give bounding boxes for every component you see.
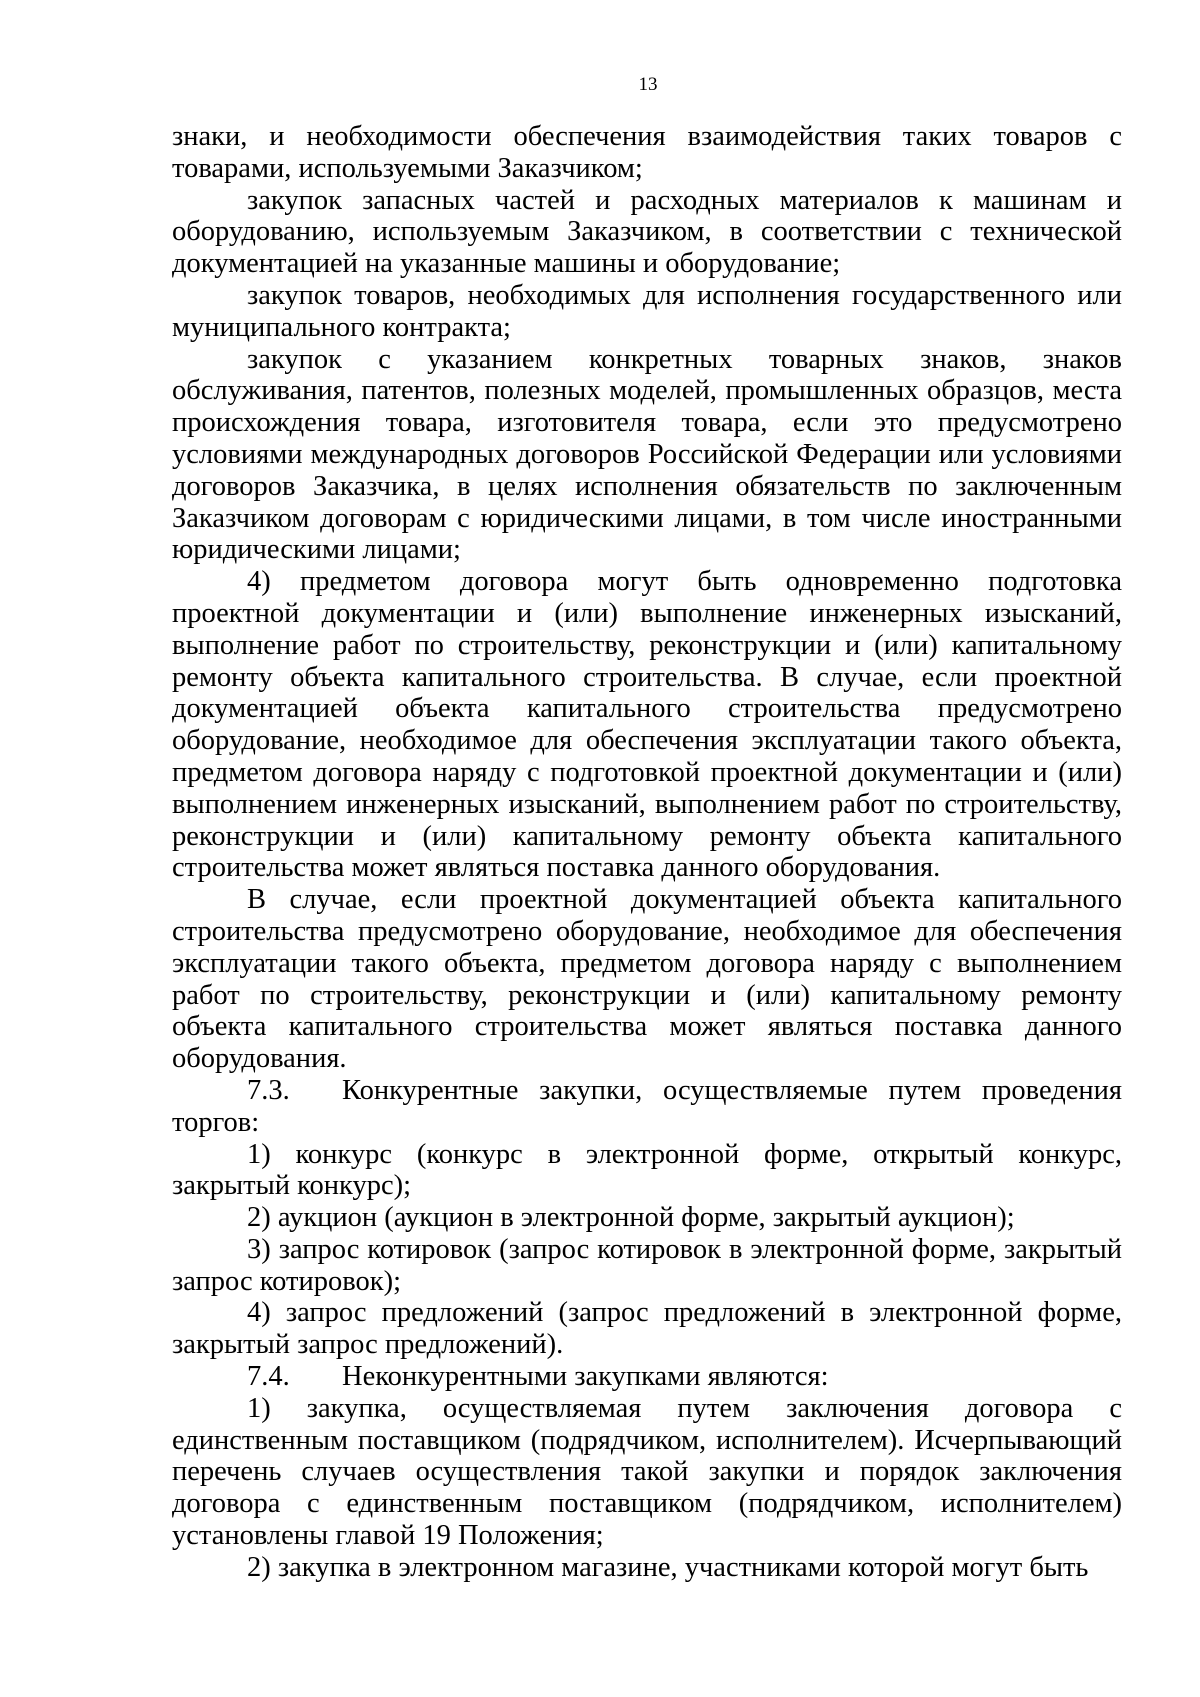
paragraph: знаки, и необходимости обеспечения взаимодействия таких товаров с товарами, используемыми Заказчиком; bbox=[172, 121, 1122, 184]
paragraph: закупок товаров, необходимых для исполнения государственного или муниципального контракта; bbox=[172, 279, 1122, 343]
paragraph: закупок с указанием конкретных товарных знаков, знаков обслуживания, патентов, полезных моделей, промышленных образцов, места происхождения товара, изготовителя товара, если это предусмотрено условиями международных договоров Российской Федерации или условиями договоров Заказчика, в целях исполнения обязательств по заключенным Заказчиком договорам с юридическими лицами, в том числе иностранными юридическими лицами; bbox=[172, 343, 1122, 566]
section-heading-7-3 bbox=[172, 1075, 1122, 1139]
paragraph: В случае, если проектной документацией объекта капитального строительства предусмотрено оборудование, необходимое для обеспечения эксплуатации такого объекта, предметом договора наряду с выполнением работ по строительству, реконструкции и (или) капитальному ремонту объекта капитального строительства может являться поставка данного оборудования. bbox=[172, 884, 1122, 1075]
section-heading-7-4 bbox=[172, 1361, 1122, 1393]
list-item: 1) закупка, осуществляемая путем заключения договора с единственным поставщиком (подрядчиком, исполнителем). Исчерпывающий перечень случаев осуществления такой закупки и порядок заключения договора с единственным поставщиком (подрядчиком, исполнителем) установлены главой 19 Положения; bbox=[172, 1392, 1122, 1552]
list-item: 3) запрос котировок (запрос котировок в электронной форме, закрытый запрос котировок); bbox=[172, 1233, 1122, 1297]
paragraph: 4) предметом договора могут быть одновременно подготовка проектной документации и (или) выполнение инженерных изысканий, выполнение работ по строительству, реконструкции и (или) капитальному ремонту объекта капитального строительства. В случае, если проектной документацией объекта капитального строительства предусмотрено оборудование, необходимое для обеспечения эксплуатации такого объекта, предметом договора наряду с подготовкой проектной документации и (или) выполнением инженерных изысканий, выполнением работ по строительству, реконструкции и (или) капитальному ремонту объекта капитального строительства может являться поставка данного оборудования. bbox=[172, 566, 1122, 884]
list-item: 2) аукцион (аукцион в электронной форме, закрытый аукцион); bbox=[247, 1202, 1015, 1234]
section-text: Неконкурентными закупками являются: bbox=[342, 1361, 829, 1393]
list-item: 2) закупка в электронном магазине, участниками которой могут быть bbox=[247, 1551, 1089, 1583]
section-number: 7.4. bbox=[247, 1361, 290, 1393]
list-item: 4) запрос предложений (запрос предложений в электронной форме, закрытый запрос предложений). bbox=[172, 1297, 1122, 1361]
section-number: 7.3. bbox=[247, 1074, 290, 1106]
list-item: 1) конкурс (конкурс в электронной форме, открытый конкурс, закрытый конкурс); bbox=[172, 1138, 1122, 1202]
paragraph: закупок запасных частей и расходных материалов к машинам и оборудованию, используемым Заказчиком, в соответствии с технической документацией на указанные машины и оборудование; bbox=[172, 184, 1122, 280]
document-body bbox=[172, 121, 1122, 1584]
section-text: Конкурентные закупки, осуществляемые путем проведения торгов: bbox=[172, 1074, 1122, 1138]
page-number: 13 bbox=[638, 74, 658, 95]
